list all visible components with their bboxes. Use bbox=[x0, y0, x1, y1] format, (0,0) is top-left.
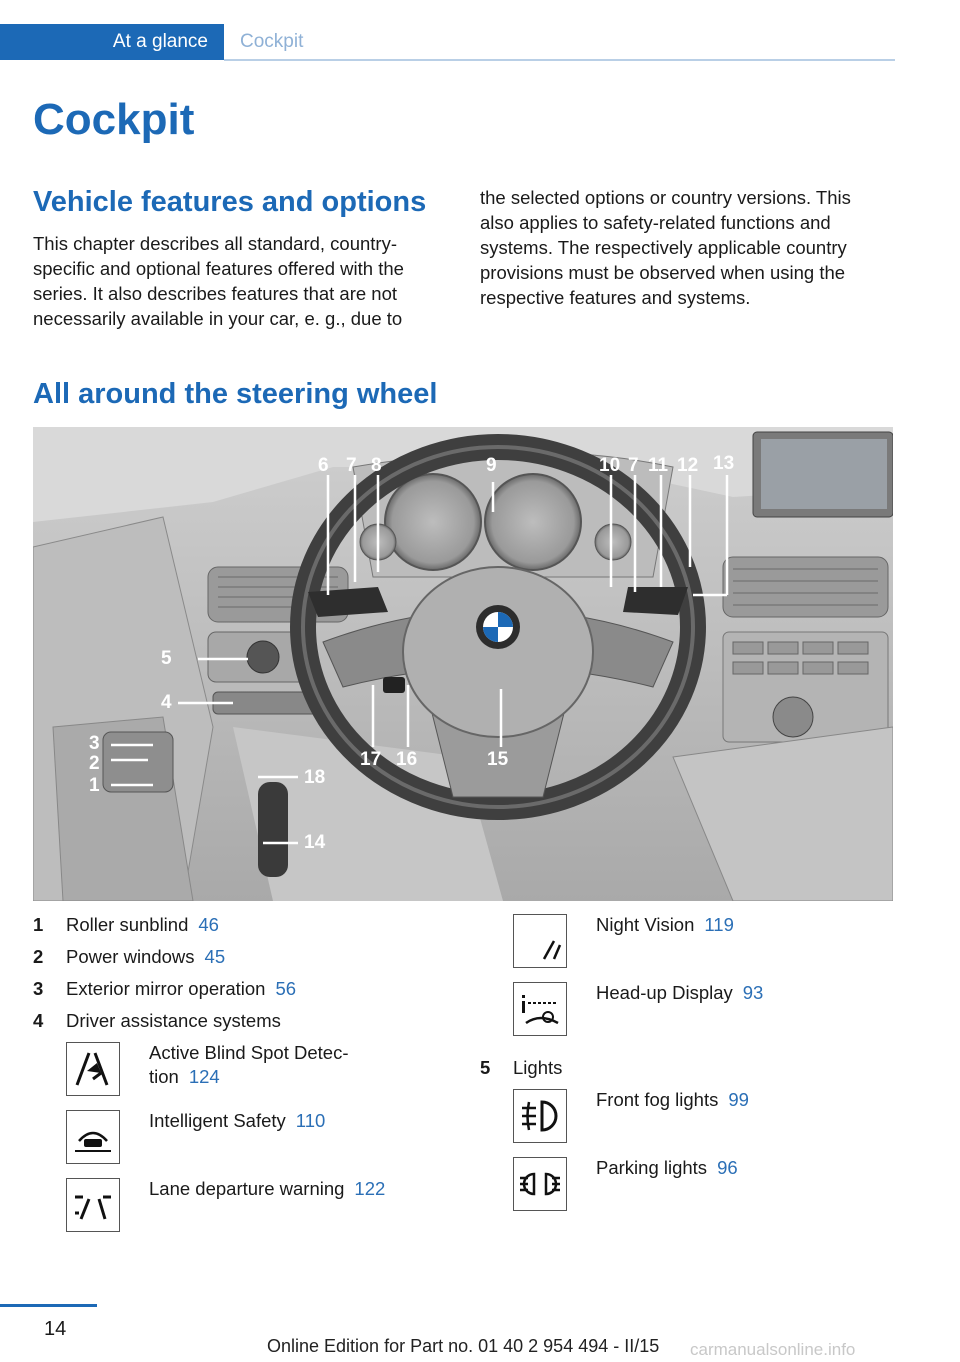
tab-at-a-glance-label: At a glance bbox=[112, 31, 208, 52]
callout-3: 3 bbox=[89, 733, 100, 754]
legend-number: 1 bbox=[33, 914, 44, 935]
legend-label: Roller sunblind bbox=[66, 914, 189, 935]
page-link[interactable]: 122 bbox=[354, 1178, 386, 1199]
callout-16: 17 bbox=[360, 749, 382, 770]
page-link[interactable]: 93 bbox=[742, 982, 764, 1003]
callout-8: 8 bbox=[371, 455, 382, 476]
callout-13: 13 bbox=[713, 453, 735, 474]
page-link[interactable]: 45 bbox=[204, 946, 226, 967]
legend-number: 3 bbox=[33, 978, 44, 999]
callout-6: 6 bbox=[318, 455, 329, 476]
legend-label: Night Vision bbox=[596, 914, 695, 935]
intro-text-left bbox=[33, 231, 453, 331]
intro-line: necessarily available in your car, e. g., due to bbox=[33, 308, 403, 329]
callout-7b: 7 bbox=[628, 455, 639, 476]
legend-label: Intelligent Safety bbox=[149, 1110, 286, 1131]
legend-label: Exterior mirror operation bbox=[66, 978, 266, 999]
watermark: carmanualsonline.info bbox=[690, 1340, 856, 1359]
section-heading-steering-wheel: All around the steering wheel bbox=[33, 378, 438, 410]
legend-label: Power windows bbox=[66, 946, 195, 967]
callout-2: 2 bbox=[89, 753, 100, 774]
legend-label: tion bbox=[149, 1066, 179, 1087]
tab-underline bbox=[224, 59, 895, 61]
edition-note: Online Edition for Part no. 01 40 2 954 494 - II/15 bbox=[267, 1336, 660, 1356]
cockpit-illustration bbox=[33, 427, 893, 901]
intro-line: respective features and systems. bbox=[480, 287, 751, 308]
tab-cockpit[interactable]: Cockpit bbox=[240, 31, 304, 52]
callout-14: 15 bbox=[487, 749, 509, 770]
callout-9: 9 bbox=[486, 455, 497, 476]
legend-label: Driver assistance systems bbox=[66, 1010, 281, 1031]
callout-12: 12 bbox=[677, 455, 699, 476]
footer-rule bbox=[0, 1304, 97, 1307]
callout-10: 10 bbox=[599, 455, 621, 476]
legend-number: 4 bbox=[33, 1010, 44, 1031]
callout-5: 5 bbox=[161, 648, 172, 669]
page-link[interactable]: 56 bbox=[275, 978, 297, 999]
legend-number: 5 bbox=[480, 1057, 491, 1078]
page-link[interactable]: 119 bbox=[704, 914, 734, 935]
page-title: Cockpit bbox=[33, 95, 195, 144]
header-tabbar bbox=[0, 24, 895, 62]
intro-line: the selected options or country versions. This bbox=[480, 187, 851, 208]
legend-label: Head-up Display bbox=[596, 982, 733, 1003]
intro-line: series. It also describes features that are not bbox=[33, 283, 398, 304]
intro-line: systems. The respectively applicable country bbox=[480, 237, 847, 258]
legend-label: Lights bbox=[513, 1057, 563, 1078]
page-link[interactable]: 124 bbox=[188, 1066, 220, 1087]
page-link[interactable]: 99 bbox=[728, 1089, 749, 1110]
blind-spot-icon bbox=[66, 1042, 120, 1096]
head-up-display-icon bbox=[513, 982, 567, 1036]
parking-lights-icon bbox=[513, 1157, 567, 1211]
legend-label: Active Blind Spot Detec- bbox=[149, 1042, 349, 1063]
callout-4: 4 bbox=[161, 692, 172, 713]
callout-17: 14 bbox=[304, 832, 326, 853]
callout-1: 1 bbox=[89, 775, 100, 796]
legend-right bbox=[480, 914, 900, 1244]
legend-label: Parking lights bbox=[596, 1157, 708, 1178]
night-vision-icon bbox=[513, 914, 567, 968]
intro-line: provisions must be observed when using the bbox=[480, 262, 846, 283]
callout-15: 16 bbox=[396, 749, 418, 770]
intro-line: This chapter describes all standard, country- bbox=[33, 233, 398, 254]
intro-line: also applies to safety-related functions and bbox=[480, 212, 831, 233]
intelligent-safety-icon bbox=[66, 1110, 120, 1164]
lane-departure-icon bbox=[66, 1178, 120, 1232]
section-heading-features: Vehicle features and options bbox=[33, 186, 427, 218]
intro-line: specific and optional features offered with the bbox=[33, 258, 404, 279]
page-link[interactable]: 96 bbox=[717, 1157, 738, 1178]
callout-18: 18 bbox=[304, 767, 326, 788]
callout-11: 11 bbox=[648, 455, 669, 476]
tab-at-a-glance[interactable] bbox=[0, 24, 224, 60]
page-number: 14 bbox=[44, 1318, 67, 1340]
page-link[interactable]: 46 bbox=[198, 914, 219, 935]
page-link[interactable]: 110 bbox=[295, 1110, 326, 1131]
front-fog-lights-icon bbox=[513, 1089, 567, 1143]
callout-7: 7 bbox=[346, 455, 357, 476]
legend-left bbox=[33, 914, 453, 1244]
legend-number: 2 bbox=[33, 946, 44, 967]
legend-label: Lane departure warning bbox=[149, 1178, 345, 1199]
legend-label: Front fog lights bbox=[596, 1089, 719, 1110]
intro-text-right bbox=[480, 185, 900, 310]
